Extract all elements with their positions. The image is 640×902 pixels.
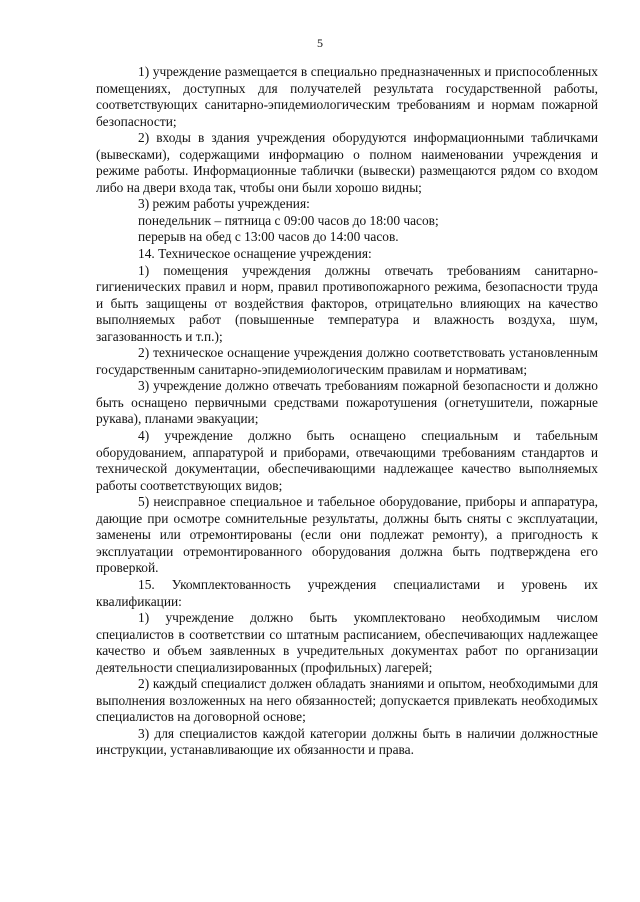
paragraph-15-1: 1) учреждение должно быть укомплектовано необходимым числом специалистов в соответствии со штатным расписанием, обеспечивающих надлежащее качество и объем заявленных в учредительных документах работ по организации деятельности специализированных (профильных) лагерей;: [96, 610, 598, 675]
section-heading-14: 14. Техническое оснащение учреждения:: [138, 246, 372, 262]
paragraph-14-4: 4) учреждение должно быть оснащено специальным и табельным оборудованием, аппаратурой и приборами, отвечающими требованиям стандартов и технической документации, обеспечивающими надлежащее качество выполняемых работы соответствующих видов;: [96, 428, 598, 493]
document-body: [96, 64, 598, 759]
paragraph-work-days: понедельник – пятница с 09:00 часов до 18:00 часов;: [138, 212, 439, 228]
paragraph-15-2: 2) каждый специалист должен обладать знаниями и опытом, необходимыми для выполнения возложенных на него обязанностей; допускается привлекать необходимых специалистов на договорной основе;: [96, 676, 598, 725]
paragraph-14-3: 3) учреждение должно отвечать требованиям пожарной безопасности и должно быть оснащено первичными средствами пожаротушения (огнетушители, пожарные рукава), планами эвакуации;: [96, 378, 598, 427]
paragraph-14-1: 1) помещения учреждения должны отвечать требованиям санитарно-гигиенических правил и норм, правил противопожарного режима, безопасности труда и быть защищены от воздействия факторов, отрицательно влияющих на качество выполняемых работ (повышенные температура и влажность воздуха, шум, загазованность и т.п.);: [96, 262, 598, 344]
paragraph-item-2: 2) входы в здания учреждения оборудуются информационными табличками (вывесками), содержащими информацию о полном наименовании учреждения и режиме работы. Информационные таблички (вывески) размещаются рядом со входом либо на двери входа так, чтобы они были хорошо видны;: [96, 130, 598, 195]
section-heading-15: 15. Укомплектованность учреждения специалистами и уровень их квалификации:: [96, 576, 598, 609]
paragraph-15-3: 3) для специалистов каждой категории должны быть в наличии должностные инструкции, устанавливающие их обязанности и права.: [96, 725, 598, 758]
paragraph-item-1: 1) учреждение размещается в специально предназначенных и приспособленных помещениях, доступных для получателей результата государственной работы, соответствующих санитарно-эпидемиологическим требованиям и нормам пожарной безопасности;: [96, 64, 598, 129]
paragraph-work-mode: 3) режим работы учреждения:: [138, 196, 310, 212]
paragraph-14-2: 2) техническое оснащение учреждения должно соответствовать установленным государственным санитарно-эпидемиологическим правилам и нормативам;: [96, 345, 598, 377]
page-number: 5: [317, 36, 323, 50]
paragraph-14-5: 5) неисправное специальное и табельное оборудование, приборы и аппаратура, дающие при осмотре сомнительные результаты, должны быть сняты с эксплуатации, заменены или отремонтированы (если они подлежат ремонту), а пригодность к эксплуатации отремонтированного оборудования должна быть подтверждена его проверкой.: [96, 494, 598, 576]
paragraph-lunch-break: перерыв на обед с 13:00 часов до 14:00 часов.: [138, 229, 399, 245]
